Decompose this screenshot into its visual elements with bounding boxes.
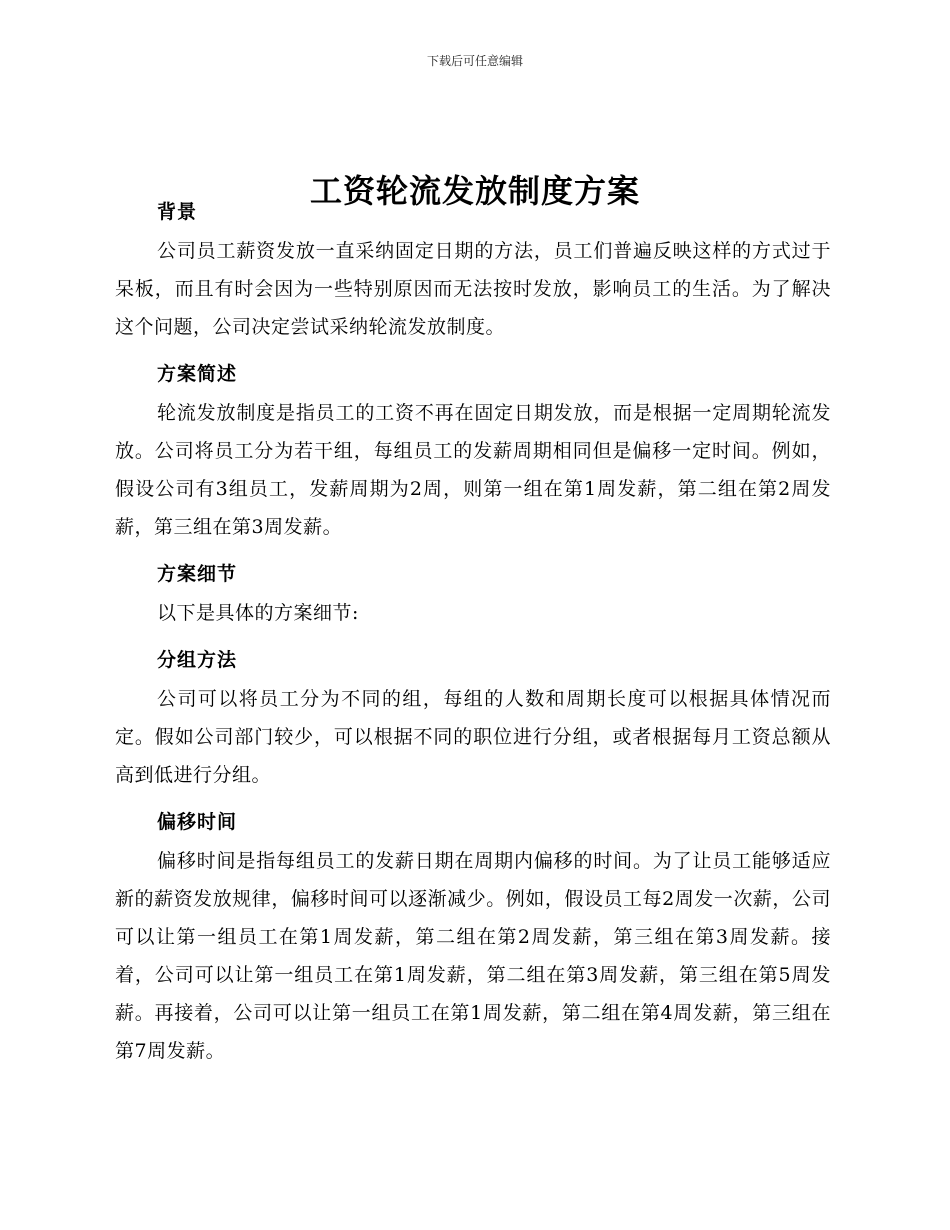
document-title: 工资轮流发放制度方案	[309, 172, 640, 211]
section-heading-background: 背景	[157, 201, 198, 223]
document-body	[115, 192, 831, 1078]
page-header-note: 下载后可任意编辑	[426, 54, 523, 68]
section-paragraph-background: 公司员工薪资发放一直采纳固定日期的方法，员工们普遍反映这样的方式过于呆板，而且有时会因为一些特别原因而无法按时发放，影响员工的生活。为了解决这个问题，公司决定尝试采纳轮流发放制度。	[115, 240, 831, 338]
section-paragraph-grouping: 公司可以将员工分为不同的组，每组的人数和周期长度可以根据具体情况而定。假如公司部门较少，可以根据不同的职位进行分组，或者根据每月工资总额从高到低进行分组。	[115, 688, 831, 786]
section-heading-offset: 偏移时间	[157, 811, 238, 833]
section-paragraph-summary: 轮流发放制度是指员工的工资不再在固定日期发放，而是根据一定周期轮流发放。公司将员工分为若干组，每组员工的发薪周期相同但是偏移一定时间。例如，假设公司有3组员工，发薪周期为2周，则第一组在第1周发薪，第二组在第2周发薪，第三组在第3周发薪。	[115, 402, 831, 538]
section-heading-grouping: 分组方法	[157, 649, 238, 671]
section-paragraph-details: 以下是具体的方案细节:	[157, 602, 359, 624]
section-heading-details: 方案细节	[157, 563, 238, 585]
section-paragraph-offset: 偏移时间是指每组员工的发薪日期在周期内偏移的时间。为了让员工能够适应新的薪资发放规律，偏移时间可以逐渐减少。例如，假设员工每2周发一次薪，公司可以让第一组员工在第1周发薪，第二组在第2周发薪，第三组在第3周发薪。接着，公司可以让第一组员工在第1周发薪，第二组在第3周发薪，第三组在第5周发薪。再接着，公司可以让第一组员工在第1周发薪，第二组在第4周发薪，第三组在第7周发薪。	[115, 850, 831, 1062]
section-heading-summary: 方案简述	[157, 363, 238, 385]
